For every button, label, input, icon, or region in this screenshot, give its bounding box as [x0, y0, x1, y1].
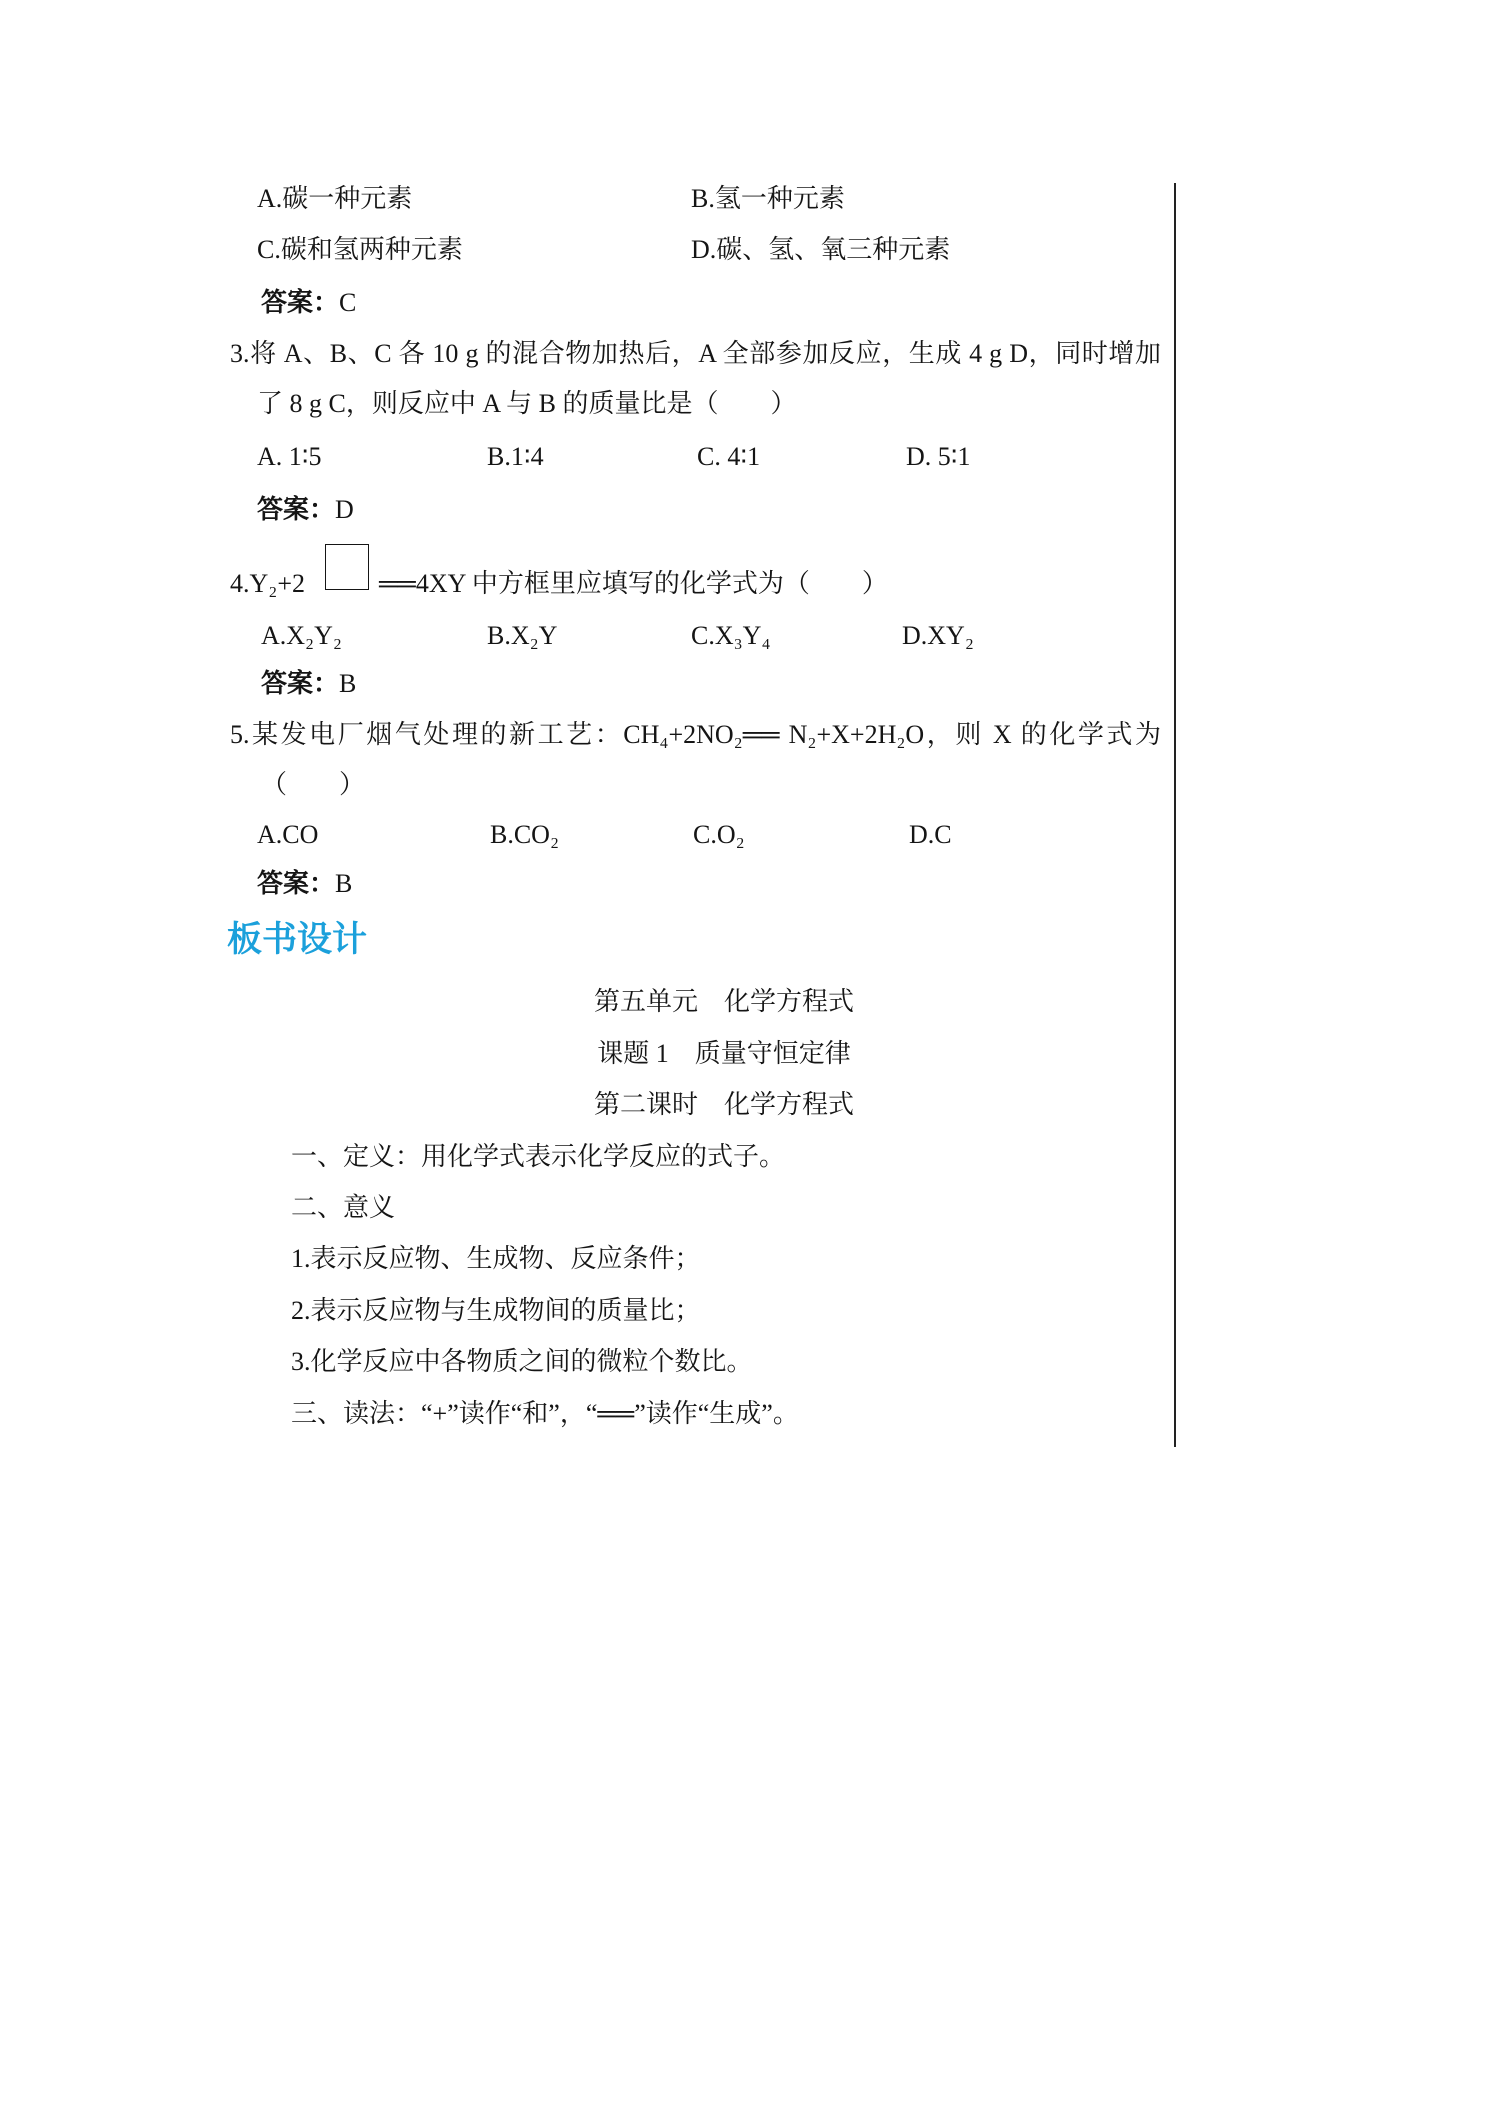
margin-rule: [1174, 183, 1176, 1447]
answer-label: 答案：: [257, 868, 336, 898]
q2-option-c: C.碳和氢两种元素: [257, 235, 463, 264]
section-heading: 板书设计: [227, 920, 368, 959]
q2-answer: [261, 285, 356, 320]
board-title-lesson: 第二课时 化学方程式: [593, 1090, 854, 1119]
q4-option-d: D.XY₂: [902, 621, 974, 650]
q5-option-b: B.CO₂: [490, 820, 560, 849]
answer-value: D: [335, 495, 354, 524]
q3-option-b: B.1∶4: [487, 442, 544, 471]
answer-value: B: [335, 869, 353, 898]
q4-blank-box: [325, 544, 369, 590]
q4-option-b: B.X₂Y: [487, 621, 558, 650]
answer-label: 答案：: [261, 668, 340, 698]
answer-value: C: [339, 288, 357, 317]
q3-option-d: D. 5∶1: [906, 442, 971, 471]
q5-stem-line-2: （ ）: [261, 770, 366, 799]
q5-stem-line-1: 5.某发电厂烟气处理的新工艺：CH₄+2NO₂══ N₂+X+2H₂O，则 X 的化学式为: [230, 720, 1161, 749]
q3-option-a: A. 1∶5: [257, 442, 322, 471]
board-line-definition: 一、定义：用化学式表示化学反应的式子。: [291, 1142, 786, 1171]
board-title-topic: 课题 1 质量守恒定律: [597, 1039, 851, 1068]
board-line-meaning: 二、意义: [291, 1193, 396, 1222]
q4-stem-suffix: ══4XY 中方框里应填写的化学式为（ ）: [379, 569, 888, 598]
q5-answer: [257, 866, 352, 901]
q5-option-a: A.CO: [257, 820, 319, 849]
board-line-meaning-2: 2.表示反应物与生成物间的质量比；: [291, 1296, 701, 1325]
answer-label: 答案：: [257, 494, 336, 524]
board-line-meaning-1: 1.表示反应物、生成物、反应条件；: [291, 1244, 701, 1273]
q4-option-a: A.X₂Y₂: [261, 621, 342, 650]
q5-option-d: D.C: [909, 820, 952, 849]
q3-stem-line-1: 3.将 A、B、C 各 10 g 的混合物加热后，A 全部参加反应，生成 4 g D，同时增加: [230, 339, 1161, 368]
q4-answer: [261, 666, 356, 701]
q2-option-d: D.碳、氢、氧三种元素: [691, 235, 951, 264]
q2-option-b: B.氢一种元素: [691, 184, 845, 213]
q3-answer: [257, 492, 354, 527]
q2-option-a: A.碳一种元素: [257, 184, 413, 213]
q4-stem-prefix: 4.Y₂+2: [230, 569, 306, 598]
answer-label: 答案：: [261, 287, 340, 317]
q3-option-c: C. 4∶1: [697, 442, 761, 471]
q3-stem-line-2: 了 8 g C，则反应中 A 与 B 的质量比是（ ）: [257, 389, 797, 418]
q5-option-c: C.O₂: [693, 820, 745, 849]
board-title-unit: 第五单元 化学方程式: [593, 987, 854, 1016]
answer-value: B: [339, 669, 357, 698]
board-line-reading: 三、读法：“+”读作“和”，“══”读作“生成”。: [291, 1399, 799, 1428]
board-line-meaning-3: 3.化学反应中各物质之间的微粒个数比。: [291, 1347, 753, 1376]
q4-option-c: C.X₃Y₄: [691, 621, 771, 650]
